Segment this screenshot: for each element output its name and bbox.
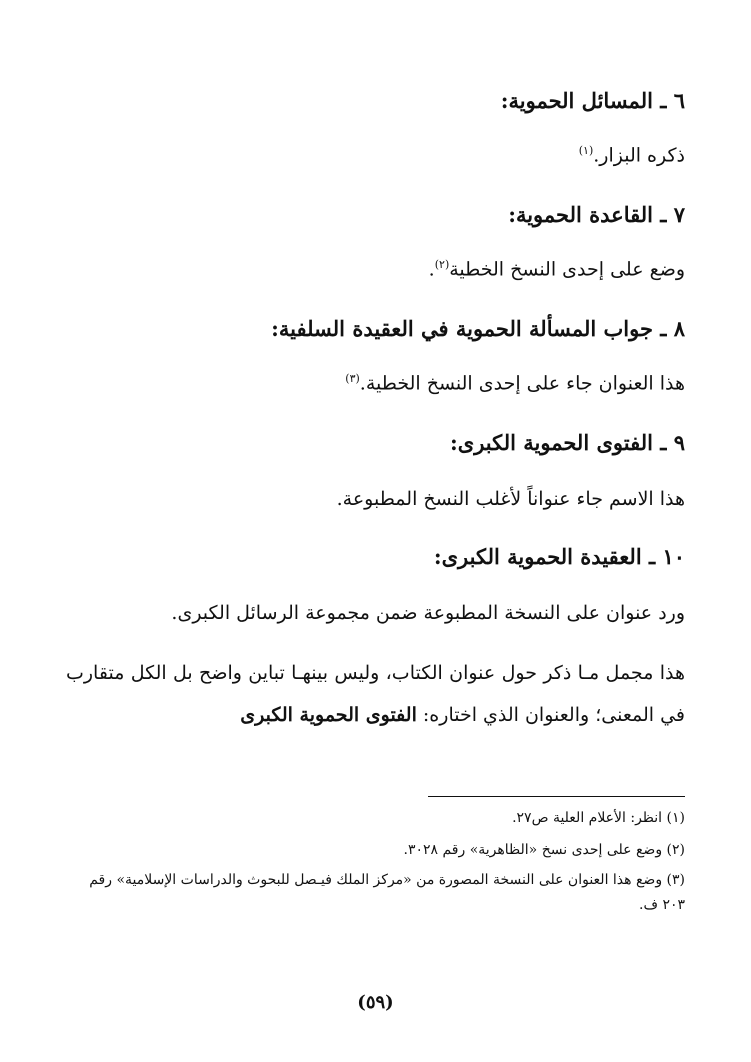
footnote-ref-1: (١) xyxy=(578,144,594,157)
text-8-body: هذا العنوان جاء على إحدى النسخ الخطية. xyxy=(359,372,685,395)
heading-8: ٨ ـ جواب المسألة الحموية في العقيدة السلفية: xyxy=(271,316,685,341)
chosen-title: الفتوى الحموية الكبرى xyxy=(240,704,417,726)
footnote-1: (١) انظر: الأعلام العلية ص٢٧. xyxy=(512,810,685,826)
heading-9: ٩ ـ الفتوى الحموية الكبرى: xyxy=(450,430,685,455)
text-7-suffix: . xyxy=(428,258,435,281)
footnote-2: (٢) وضع على إحدى نسخ «الظاهرية» رقم ٣٠٢٨. xyxy=(403,842,685,858)
footnote-ref-3: (٣) xyxy=(345,372,360,385)
text-7-body: وضع على إحدى النسخ الخطية xyxy=(449,258,685,281)
heading-6: ٦ ـ المسائل الحموية: xyxy=(500,88,685,113)
text-8 xyxy=(345,372,685,394)
text-6 xyxy=(579,144,685,166)
page-number: (٥٩) xyxy=(357,992,394,1013)
heading-10: ١٠ ـ العقيدة الحموية الكبرى: xyxy=(433,544,685,569)
footnote-separator xyxy=(428,796,685,797)
text-6-body: ذكره البزار. xyxy=(593,144,685,167)
footnote-ref-2: (٢) xyxy=(434,258,450,271)
text-7 xyxy=(429,258,685,280)
heading-7: ٧ ـ القاعدة الحموية: xyxy=(508,202,685,227)
footnote-3: (٣) وضع هذا العنوان على النسخة المصورة من «مركز الملك فيـصل للبحوث والدراسات الإسلامية» رقم ٢٠٣ ف. xyxy=(89,872,685,913)
text-9: هذا الاسم جاء عنواناً لأغلب النسخ المطبوعة. xyxy=(336,488,685,510)
text-10: ورد عنوان على النسخة المطبوعة ضمن مجموعة الرسائل الكبرى. xyxy=(171,602,685,624)
conclusion-paragraph xyxy=(66,652,685,736)
conclusion-text: هذا مجمل مـا ذكر حول عنوان الكتاب، وليس بينهـا تباين واضح بل الكل متقارب في المعنى؛ والعنوان الذي اختاره: xyxy=(66,662,685,726)
